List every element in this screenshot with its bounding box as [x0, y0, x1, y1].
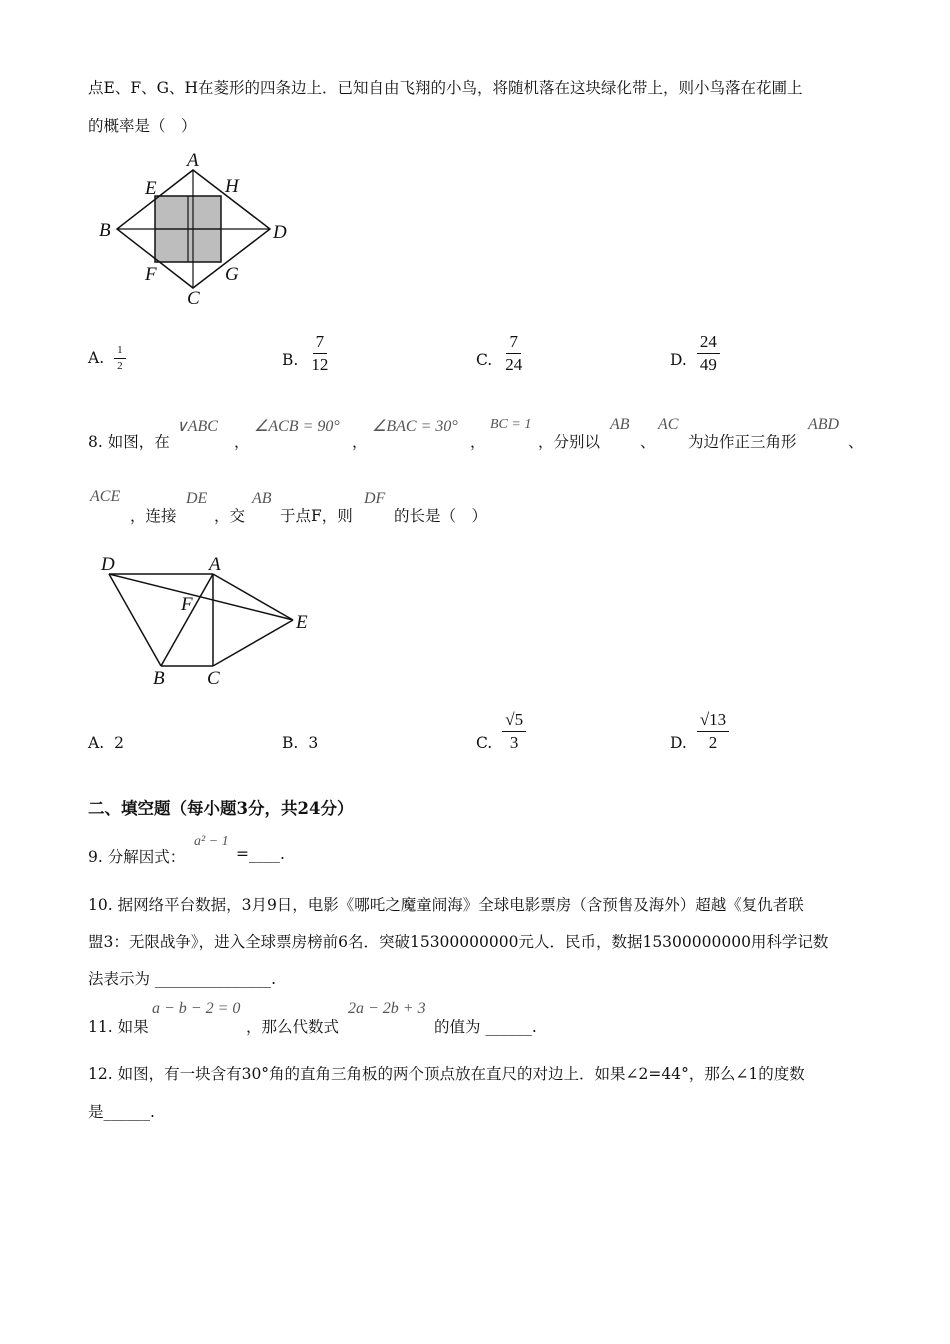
fraction: $\frac{7}{12}$ [311, 332, 329, 374]
q8-math-ac: AC [658, 416, 679, 433]
q8-math-bc: BC = 1 [490, 417, 532, 432]
q8-option-c[interactable]: C. $\frac{√5}{3}$ [476, 710, 526, 752]
fraction: $\frac{1}{2}$ [114, 344, 126, 372]
q11-expr2: 2a − 2b + 3 [348, 1000, 426, 1017]
fraction: $\frac{√13}{2}$ [697, 710, 729, 752]
q10-line2: 盟3：无限战争》，进入全球票房榜前6名．突破15300000000元人．民币，数据15300000000用科学记数 [88, 933, 829, 951]
q8-math-triangle: ∨ABC [176, 418, 218, 435]
fraction: $\frac{7}{24}$ [505, 332, 523, 374]
q7-option-b[interactable]: B. $\frac{7}{12}$ [282, 332, 331, 374]
q9-expr: a² − 1 [194, 834, 229, 849]
label-F: F [145, 264, 157, 285]
label-A: A [187, 150, 199, 171]
q7-option-c[interactable]: C. $\frac{7}{24}$ [476, 332, 525, 374]
label-C: C [187, 288, 200, 308]
q8-text: 、 [848, 433, 864, 451]
label-D: D [101, 554, 115, 575]
label-B: B [153, 668, 165, 689]
q10-line1: 10. 据网络平台数据，3月9日，电影《哪吒之魔童闹海》全球电影票房（含预售及海外）超越《复仇者联 [88, 896, 804, 914]
q8-text: 为边作正三角形 [688, 433, 797, 451]
q8-math-de: DE [186, 490, 208, 507]
q8-math-ace: ACE [90, 488, 121, 505]
q8-sep: ， [470, 433, 486, 451]
q8-option-b[interactable]: B. 3 [282, 734, 319, 752]
q11-prefix: 11. 如果 [88, 1018, 149, 1036]
q11-expr1: a − b − 2 = 0 [152, 1000, 241, 1017]
label-G: G [225, 264, 239, 285]
q7-option-d[interactable]: D. $\frac{24}{49}$ [670, 332, 720, 374]
q8-text: 、 [640, 433, 656, 451]
q8-prefix: 8. 如图，在 [88, 433, 170, 451]
q8-sep: ， [352, 433, 368, 451]
q10-line3[interactable]: 法表示为 _______________. [88, 970, 277, 988]
label-E: E [296, 612, 308, 633]
label-A: A [209, 554, 221, 575]
q8-math-df: DF [364, 490, 386, 507]
q8-text: ，连接 [130, 507, 177, 525]
q7-option-a[interactable]: A. $\frac{1}{2}$ [88, 344, 126, 372]
q12-line1: 12. 如图，有一块含有30°角的直角三角板的两个顶点放在直尺的对边上．如果∠2=44°，那么∠1的度数 [88, 1065, 805, 1083]
label-F: F [181, 594, 193, 615]
label-H: H [225, 176, 239, 197]
q7-figure-rhombus [95, 148, 295, 308]
q8-text: 于点F，则 [280, 507, 353, 525]
label-B: B [99, 220, 111, 241]
q8-text: ，分别以 [538, 433, 601, 451]
fraction: $\frac{√5}{3}$ [502, 710, 526, 752]
q8-math-angle-bac: ∠BAC = 30° [372, 418, 458, 435]
q8-text: ，交 [214, 507, 246, 525]
q8-sep: ， [234, 433, 250, 451]
q9-answer-blank[interactable]: =____. [236, 845, 285, 863]
q8-math-abd: ABD [808, 416, 840, 433]
q12-line2[interactable]: 是______. [88, 1103, 155, 1121]
fraction: $\frac{24}{49}$ [697, 332, 720, 374]
q9-prefix: 9. 分解因式： [88, 848, 186, 866]
q7-line2: 的概率是（ ） [88, 117, 197, 135]
label-C: C [207, 668, 220, 689]
q11-answer-blank[interactable]: 的值为 ______. [434, 1018, 537, 1036]
q8-option-d[interactable]: D. $\frac{√13}{2}$ [670, 710, 729, 752]
label-E: E [145, 178, 157, 199]
q8-math-ab2: AB [252, 490, 272, 507]
q8-math-ab: AB [610, 416, 630, 433]
q7-line1: 点E、F、G、H在菱形的四条边上．已知自由飞翔的小鸟，将随机落在这块绿化带上，则小鸟落在花圃上 [88, 79, 803, 97]
q11-mid: ，那么代数式 [246, 1018, 340, 1036]
q8-option-a[interactable]: A. 2 [88, 734, 124, 752]
q8-text: 的长是（ ） [394, 507, 488, 525]
label-D: D [273, 222, 287, 243]
q8-figure [95, 552, 325, 692]
section-title: 二、填空题（每小题3分，共24分） [88, 799, 354, 818]
q8-math-angle-acb: ∠ACB = 90° [254, 418, 340, 435]
